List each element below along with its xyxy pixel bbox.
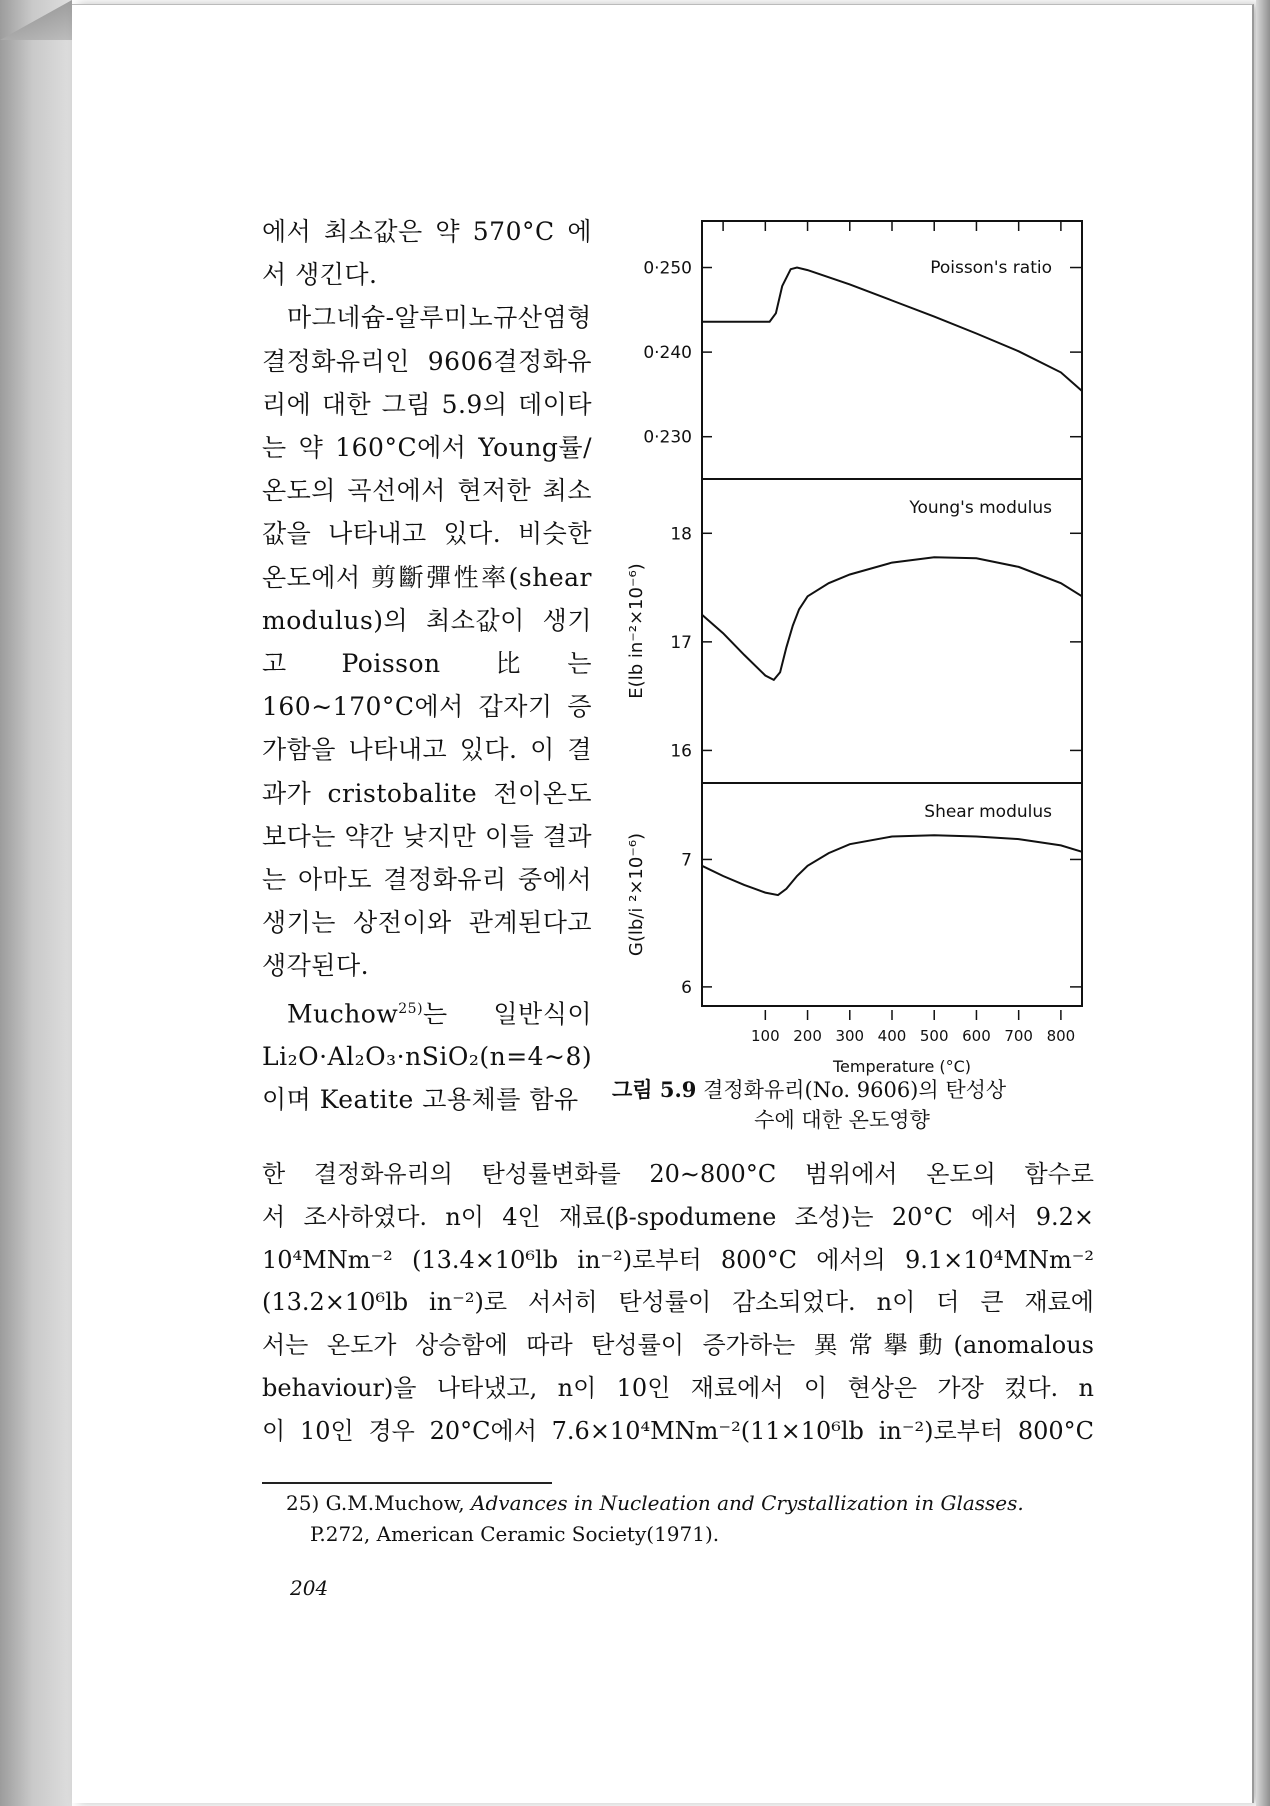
footnote-author: G.M.Muchow, xyxy=(325,1491,465,1515)
full-width-text xyxy=(262,1153,1094,1453)
paragraph-2: 마그네슘-알루미노규산염형 결정화유리인 9606결정화유리에 대한 그림 5.9의 데이타는 약 160°C에서 Young률/온도의 곡선에서 현저한 최소값을 나타내고 있다. 비슷한 온도에서 剪斷彈性率(shear modulus)의 최소값이 생기고 Poisson 比는 160∼170°C에서 갑자기 증가함을 나타내고 있다. 이 결과가 cristobalite 전이온도보다는 약간 낮지만 이들 결과는 아마도 결정화유리 중에서 생기는 상전이와 관계된다고 생각된다. xyxy=(262,303,592,981)
text-line: 서는 온도가 상승함에 따라 탄성률이 증가하는 異常擧動(anomalous xyxy=(262,1331,1094,1360)
figure-caption-text-2: 수에 대한 온도영향 xyxy=(754,1108,930,1132)
footnote-source: P.272, American Ceramic Society(1971). xyxy=(310,1522,720,1546)
author-name: Muchow xyxy=(287,998,399,1028)
y-tick-label: 7 xyxy=(681,850,692,871)
series-line-1 xyxy=(702,268,1082,392)
page-right-edge xyxy=(1256,0,1270,1806)
y-tick-label: 0·240 xyxy=(643,343,692,364)
x-tick-label: 800 xyxy=(1046,1027,1076,1045)
y-axis-label: G(lb/i ²×10⁻⁶) xyxy=(626,832,647,957)
footnote xyxy=(286,1488,1106,1550)
footnote-title: Advances in Nucleation and Crystallization in Glasses. xyxy=(471,1491,1024,1515)
x-tick-label: 200 xyxy=(793,1027,822,1045)
series-line-2 xyxy=(702,557,1082,680)
figure-caption xyxy=(612,1075,1112,1135)
x-tick-label: 600 xyxy=(962,1027,991,1045)
body-text-column xyxy=(262,210,592,1122)
page-number: 204 xyxy=(290,1576,329,1600)
x-tick-label: 500 xyxy=(919,1027,949,1045)
footnote-reference: 25) xyxy=(398,1000,424,1017)
book-spine-edge xyxy=(0,0,72,1806)
series-line-3 xyxy=(702,835,1082,895)
y-tick-label: 16 xyxy=(670,741,692,762)
paragraph-1: 에서 최소값은 약 570°C 에서 생긴다. xyxy=(262,217,592,290)
y-tick-label: 0·250 xyxy=(643,258,692,279)
x-tick-label: 400 xyxy=(877,1027,907,1045)
x-tick-label: 300 xyxy=(835,1027,865,1045)
footnote-divider xyxy=(262,1482,552,1484)
y-axis-label: E(lb in⁻²×10⁻⁶) xyxy=(626,563,647,699)
text-line: 이 10인 경우 20°C에서 7.6×10⁴MNm⁻²(11×10⁶lb in⁻²)로부터 800°C xyxy=(262,1416,1094,1445)
plot-frame xyxy=(702,221,1082,1006)
text-line: 한 결정화유리의 탄성률변화를 20∼800°C 범위에서 온도의 함수로 xyxy=(262,1160,1094,1188)
x-axis-label: Temperature (°C) xyxy=(832,1057,972,1076)
panel-label: Shear modulus xyxy=(924,802,1052,822)
text-line: 10⁴MNm⁻² (13.4×10⁶lb in⁻²)로부터 800°C 에서의 9.1×10⁴MNm⁻² xyxy=(262,1245,1094,1274)
y-tick-label: 17 xyxy=(670,632,692,653)
panel-label: Young's modulus xyxy=(909,498,1052,518)
panel-label: Poisson's ratio xyxy=(930,258,1052,278)
paragraph-3-text: 는 일반식이 Li₂O·Al₂O₃·nSiO₂(n=4∼8)이며 Keatite 고용체를 함유 xyxy=(262,998,593,1115)
y-tick-label: 6 xyxy=(681,977,692,998)
text-line: behaviour)을 나타냈고, n이 10인 재료에서 이 현상은 가장 컸다. n xyxy=(262,1373,1094,1402)
paragraph-3 xyxy=(262,988,592,1122)
x-tick-label: 100 xyxy=(751,1027,780,1045)
figure-caption-text-1: 결정화유리(No. 9606)의 탄성상 xyxy=(703,1078,1007,1102)
elastic-moduli-chart xyxy=(620,206,1100,1076)
figure-number: 그림 5.9 xyxy=(612,1077,697,1102)
text-line: 서 조사하였다. n이 4인 재료(β-spodumene 조성)는 20°C 에서 9.2× xyxy=(262,1202,1094,1231)
footnote-marker: 25) xyxy=(286,1491,320,1515)
y-tick-label: 0·230 xyxy=(643,427,692,448)
x-tick-label: 700 xyxy=(1004,1027,1033,1045)
y-tick-label: 18 xyxy=(670,524,692,545)
text-line: (13.2×10⁶lb in⁻²)로 서서히 탄성률이 감소되었다. n이 더 큰 재료에 xyxy=(262,1288,1094,1317)
